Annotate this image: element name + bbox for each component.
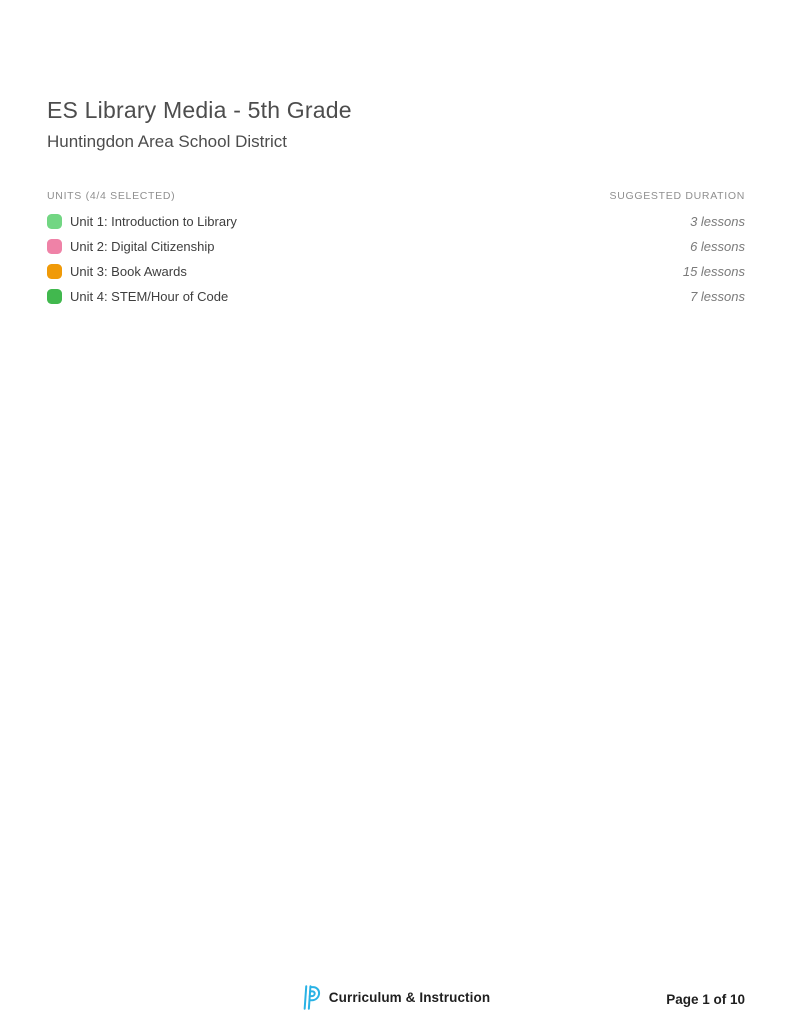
page-number-label: Page 1 of 10	[666, 992, 745, 1007]
unit-duration: 15 lessons	[682, 264, 745, 279]
footer-brand-label: Curriculum & Instruction	[328, 990, 491, 1005]
unit-label: Unit 2: Digital Citizenship	[70, 239, 215, 254]
unit-row	[47, 209, 745, 234]
unit-label: Unit 1: Introduction to Library	[70, 214, 237, 229]
unit-color-swatch	[47, 239, 62, 254]
unit-color-swatch	[47, 289, 62, 304]
suggested-duration-header-label: SUGGESTED DURATION	[609, 190, 745, 202]
unit-label: Unit 4: STEM/Hour of Code	[70, 289, 229, 304]
units-header-label: UNITS (4/4 SELECTED)	[47, 190, 176, 202]
unit-color-swatch	[47, 264, 62, 279]
unit-row	[47, 234, 745, 259]
unit-duration: 3 lessons	[690, 214, 745, 229]
unit-duration: 6 lessons	[690, 239, 745, 254]
page-content	[47, 96, 745, 309]
unit-row	[47, 284, 745, 309]
unit-label: Unit 3: Book Awards	[70, 264, 187, 279]
unit-row	[47, 259, 745, 284]
page-footer	[0, 985, 791, 1011]
units-table-header	[47, 190, 745, 202]
planbook-p-logo-icon	[301, 984, 322, 1011]
page-subtitle: Huntingdon Area School District	[47, 132, 288, 151]
page-title: ES Library Media - 5th Grade	[47, 97, 352, 123]
units-list	[47, 209, 745, 309]
unit-color-swatch	[47, 214, 62, 229]
unit-duration: 7 lessons	[690, 289, 745, 304]
